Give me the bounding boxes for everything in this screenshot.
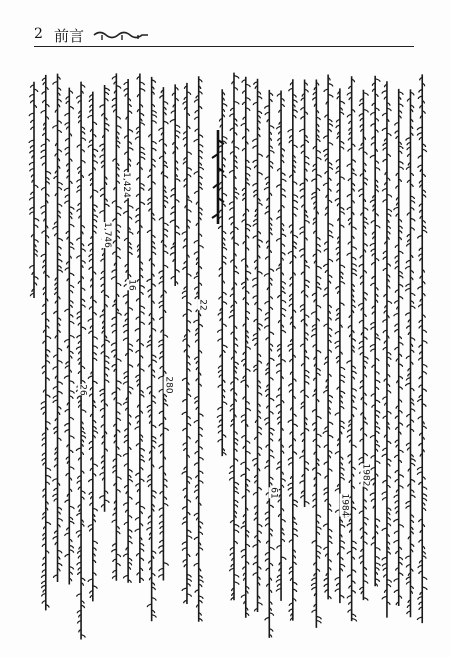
text-column <box>323 74 333 599</box>
text-column <box>417 74 427 623</box>
text-column <box>64 88 74 585</box>
embedded-numeral: 26 <box>77 384 88 396</box>
running-header <box>34 16 414 47</box>
vertical-text-columns <box>28 68 428 640</box>
text-column <box>182 83 192 604</box>
embedded-numeral: 22 <box>197 299 208 311</box>
text-column <box>241 77 251 618</box>
embedded-numeral: 1982 <box>360 463 371 487</box>
text-column <box>335 88 345 603</box>
text-column <box>394 89 404 606</box>
text-column <box>53 74 63 582</box>
text-column <box>88 92 98 602</box>
text-column <box>276 91 286 601</box>
text-column <box>370 76 380 587</box>
text-column <box>347 76 357 621</box>
text-column <box>300 80 310 507</box>
embedded-numeral: 61 <box>268 487 279 499</box>
text-column <box>41 75 51 610</box>
text-column <box>120 79 133 583</box>
text-column <box>170 84 180 286</box>
text-column <box>382 81 392 617</box>
text-column <box>288 79 298 620</box>
embedded-numeral: 1,424 <box>120 172 131 198</box>
embedded-numeral: 280 <box>163 376 174 394</box>
embedded-numeral: 1984 <box>339 493 350 517</box>
page-number: 2 <box>34 26 43 42</box>
text-column <box>111 73 121 580</box>
section-title-mongolian-script <box>92 29 150 41</box>
text-column <box>29 82 39 298</box>
text-column <box>159 87 169 580</box>
text-column <box>147 77 157 621</box>
text-column <box>253 79 263 612</box>
text-column <box>229 73 239 601</box>
text-column <box>311 80 321 628</box>
text-column <box>100 85 110 512</box>
text-column <box>194 76 204 622</box>
mongolian-body-text <box>28 68 428 640</box>
text-column <box>359 90 369 601</box>
text-column <box>135 73 145 583</box>
embedded-numeral: 1,746 <box>101 222 112 248</box>
chapter-heading-mongolian-script <box>210 128 226 226</box>
text-column <box>264 90 274 638</box>
section-title: 前言 <box>54 27 85 45</box>
embedded-numeral: 16 <box>126 279 137 291</box>
text-column <box>405 89 415 617</box>
text-column <box>76 82 86 640</box>
